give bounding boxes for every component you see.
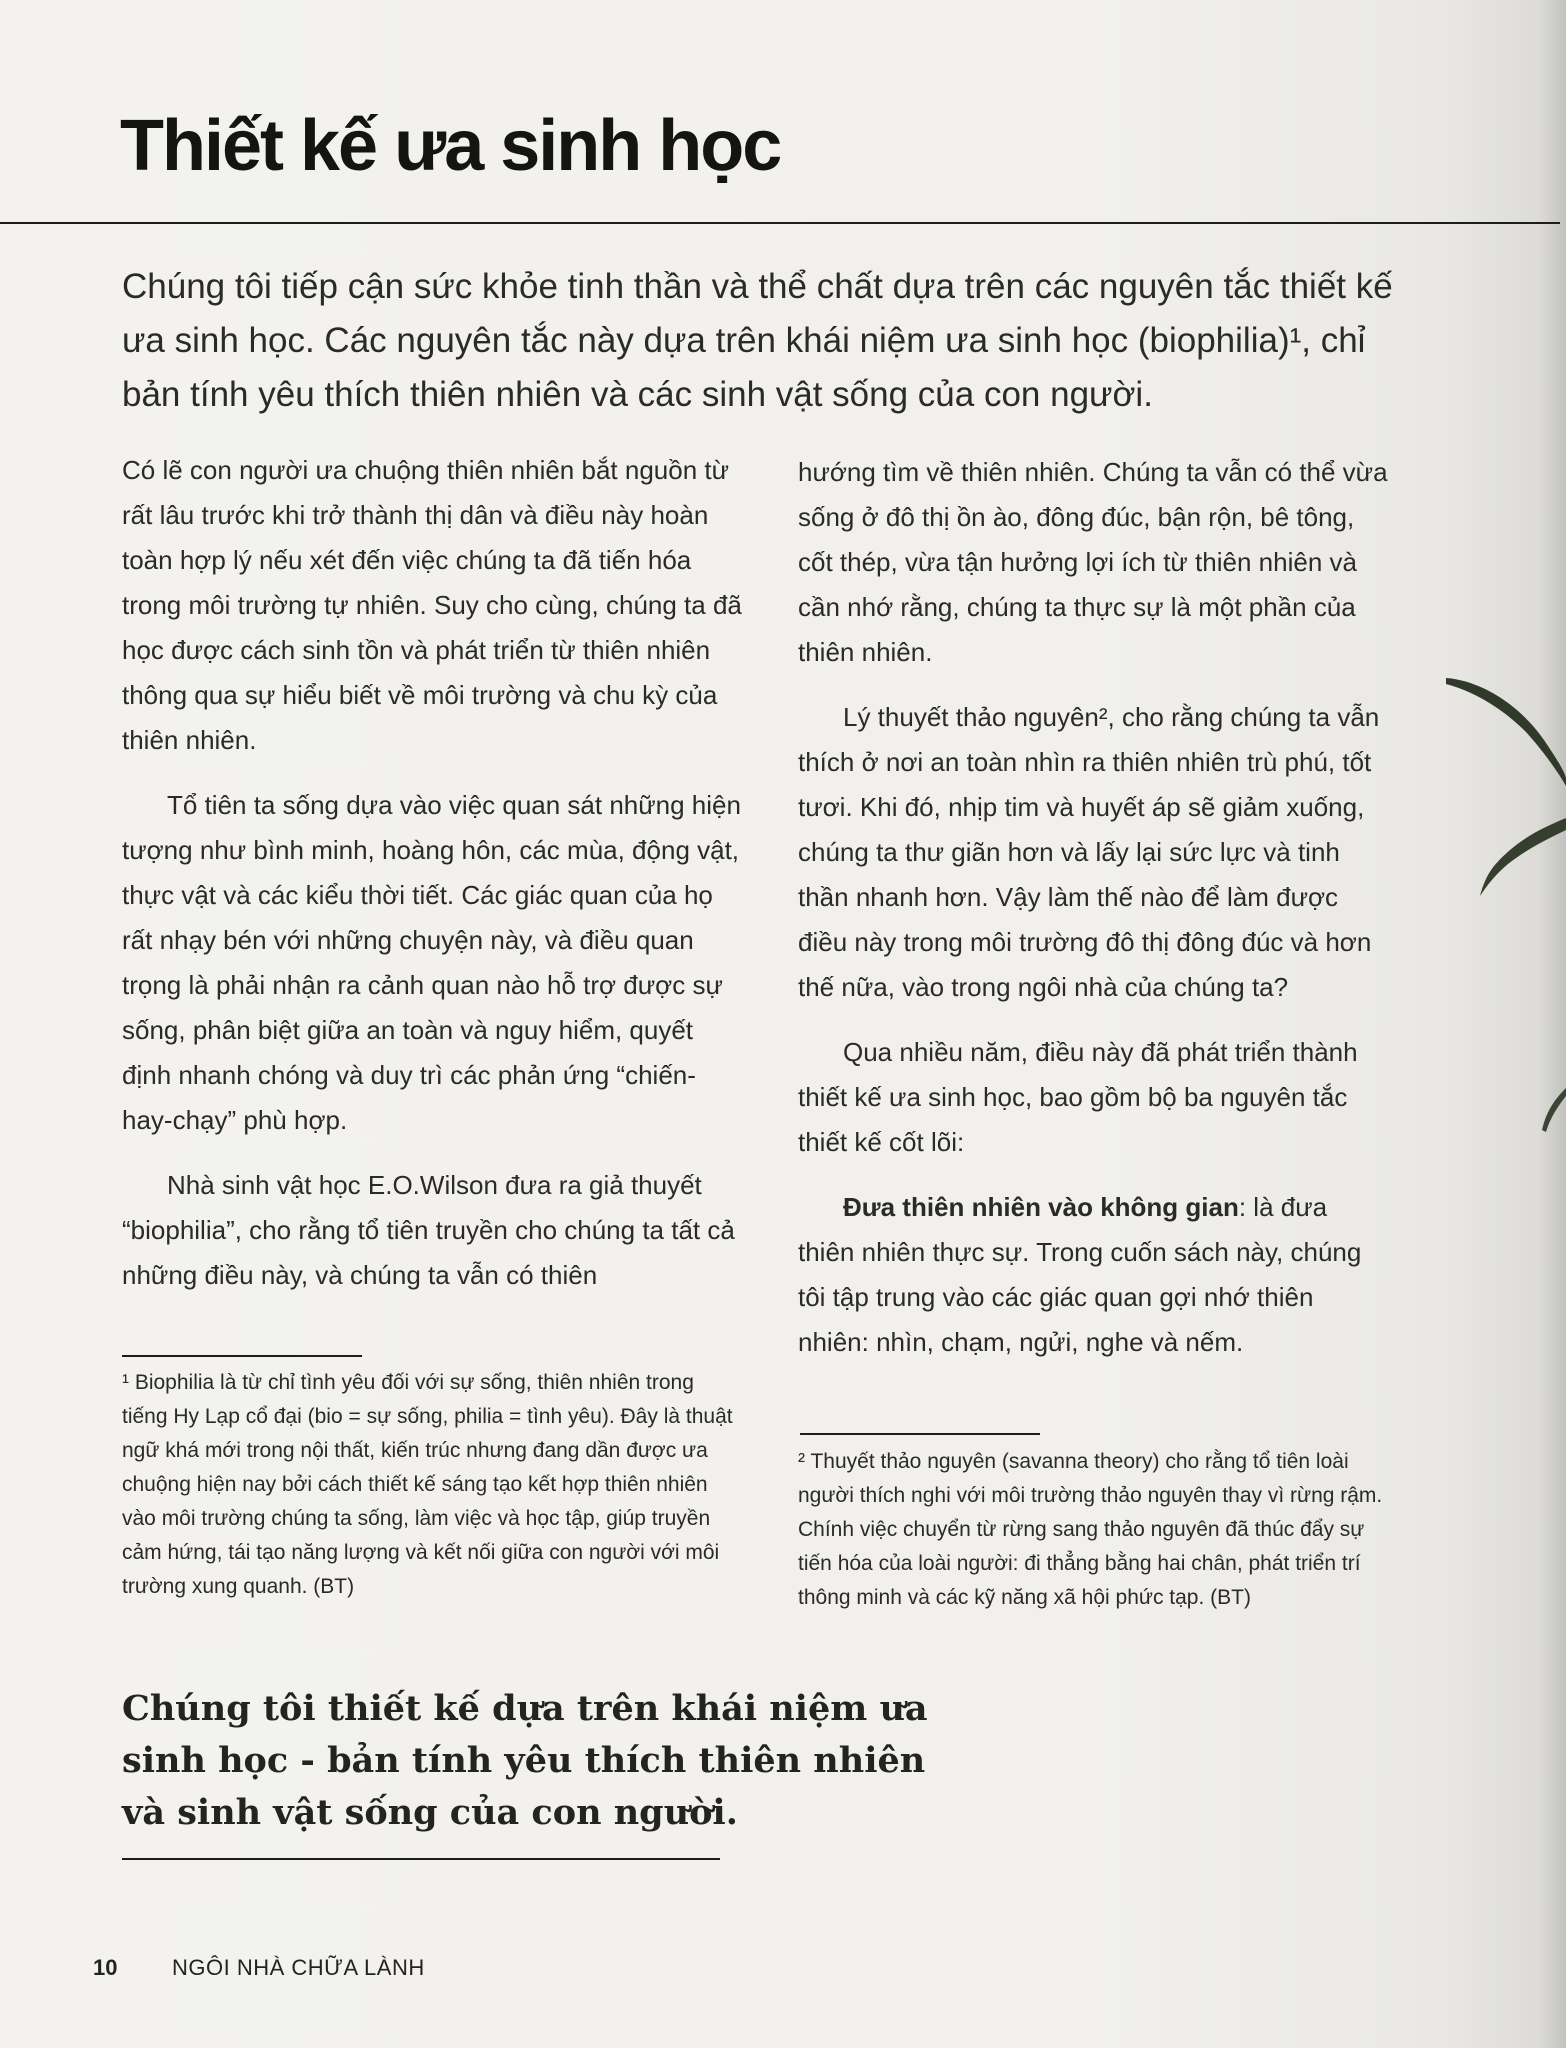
right-column — [798, 450, 1388, 1385]
body-paragraph-3: Nhà sinh vật học E.O.Wilson đưa ra giả thuyết “biophilia”, cho rằng tổ tiên truyền cho chúng ta tất cả những điều này, và chúng ta vẫn có thiên — [122, 1170, 735, 1290]
footnote-2: ² Thuyết thảo nguyên (savanna theory) cho rằng tổ tiên loài người thích nghi với môi trường thảo nguyên thay vì rừng rậm. Chính việc chuyển từ rừng sang thảo nguyên đã thúc đẩy sự tiến hóa của loài người: đi thẳng bằng hai chân, phát triển trí thông minh và các kỹ năng xã hội phức tạp. (BT) — [798, 1450, 1383, 1609]
body-paragraph-1: Có lẽ con người ưa chuộng thiên nhiên bắt nguồn từ rất lâu trước khi trở thành thị dân và điều này hoàn toàn hợp lý nếu xét đến việc chúng ta đã tiến hóa trong môi trường tự nhiên. Suy cho cùng, chúng ta đã học được cách sinh tồn và phát triển từ thiên nhiên thông qua sự hiểu biết về môi trường và chu kỳ của thiên nhiên. — [122, 455, 742, 755]
footnote-1: ¹ Biophilia là từ chỉ tình yêu đối với sự sống, thiên nhiên trong tiếng Hy Lạp cổ đại (bio = sự sống, philia = tình yêu). Đây là thuật ngữ khá mới trong nội thất, kiến trúc nhưng đang dần được ưa chuộng hiện nay bởi cách thiết kế sáng tạo kết hợp thiên nhiên vào môi trường chúng ta sống, làm việc và học tập, giúp truyền cảm hứng, tái tạo năng lượng và kết nối giữa con người với môi trường xung quanh. (BT) — [122, 1371, 733, 1598]
body-paragraph-2: Tổ tiên ta sống dựa vào việc quan sát những hiện tượng như bình minh, hoàng hôn, các mùa, động vật, thực vật và các kiểu thời tiết. Các giác quan của họ rất nhạy bén với những chuyện này, và điều quan trọng là phải nhận ra cảnh quan nào hỗ trợ được sự sống, phân biệt giữa an toàn và nguy hiểm, quyết định nhanh chóng và duy trì các phản ứng “chiến-hay-chạy” phù hợp. — [122, 790, 741, 1135]
body-paragraph-principle-one — [798, 1185, 1388, 1365]
principle-heading: Đưa thiên nhiên vào không gian — [843, 1192, 1239, 1222]
footnote-2-rule — [800, 1433, 1040, 1435]
intro-paragraph: Chúng tôi tiếp cận sức khỏe tinh thần và thể chất dựa trên các nguyên tắc thiết kế ưa sinh học. Các nguyên tắc này dựa trên khái niệm ưa sinh học (biophilia)¹, chỉ bản tính yêu thích thiên nhiên và các sinh vật sống của con người. — [122, 267, 1393, 414]
footnote-1-rule — [122, 1355, 362, 1357]
body-paragraph-principles: Qua nhiều năm, điều này đã phát triển thành thiết kế ưa sinh học, bao gồm bộ ba nguyên tắc thiết kế cốt lõi: — [798, 1037, 1358, 1157]
page-number: 10 — [93, 1955, 118, 1980]
plant-leaves-illustration — [1446, 660, 1566, 1160]
pull-quote-underline — [122, 1858, 720, 1860]
leaf-middle — [1480, 818, 1566, 896]
leaf-lower — [1542, 1088, 1566, 1132]
running-head: NGÔI NHÀ CHỮA LÀNH — [172, 1955, 425, 1980]
page-title: Thiết kế ưa sinh học — [120, 106, 781, 186]
principle-text: : là đưa thiên nhiên thực sự. Trong cuốn sách này, chúng tôi tập trung vào các giác quan gợi nhớ thiên nhiên: nhìn, chạm, ngửi, nghe và nếm. — [798, 1192, 1362, 1357]
left-column — [122, 448, 742, 1318]
title-underline — [0, 222, 1560, 224]
body-paragraph-continuation: hướng tìm về thiên nhiên. Chúng ta vẫn có thể vừa sống ở đô thị ồn ào, đông đúc, bận rộn, bê tông, cốt thép, vừa tận hưởng lợi ích từ thiên nhiên và cần nhớ rằng, chúng ta thực sự là một phần của thiên nhiên. — [798, 457, 1388, 667]
leaf-upper — [1446, 678, 1566, 786]
pull-quote: Chúng tôi thiết kế dựa trên khái niệm ưa sinh học - bản tính yêu thích thiên nhiên và sinh vật sống của con người. — [122, 1688, 928, 1833]
body-paragraph-savanna: Lý thuyết thảo nguyên², cho rằng chúng ta vẫn thích ở nơi an toàn nhìn ra thiên nhiên trù phú, tốt tươi. Khi đó, nhịp tim và huyết áp sẽ giảm xuống, chúng ta thư giãn hơn và lấy lại sức lực và tinh thần nhanh hơn. Vậy làm thế nào để làm được điều này trong môi trường đô thị đông đúc và hơn thế nữa, vào trong ngôi nhà của chúng ta? — [798, 702, 1380, 1002]
